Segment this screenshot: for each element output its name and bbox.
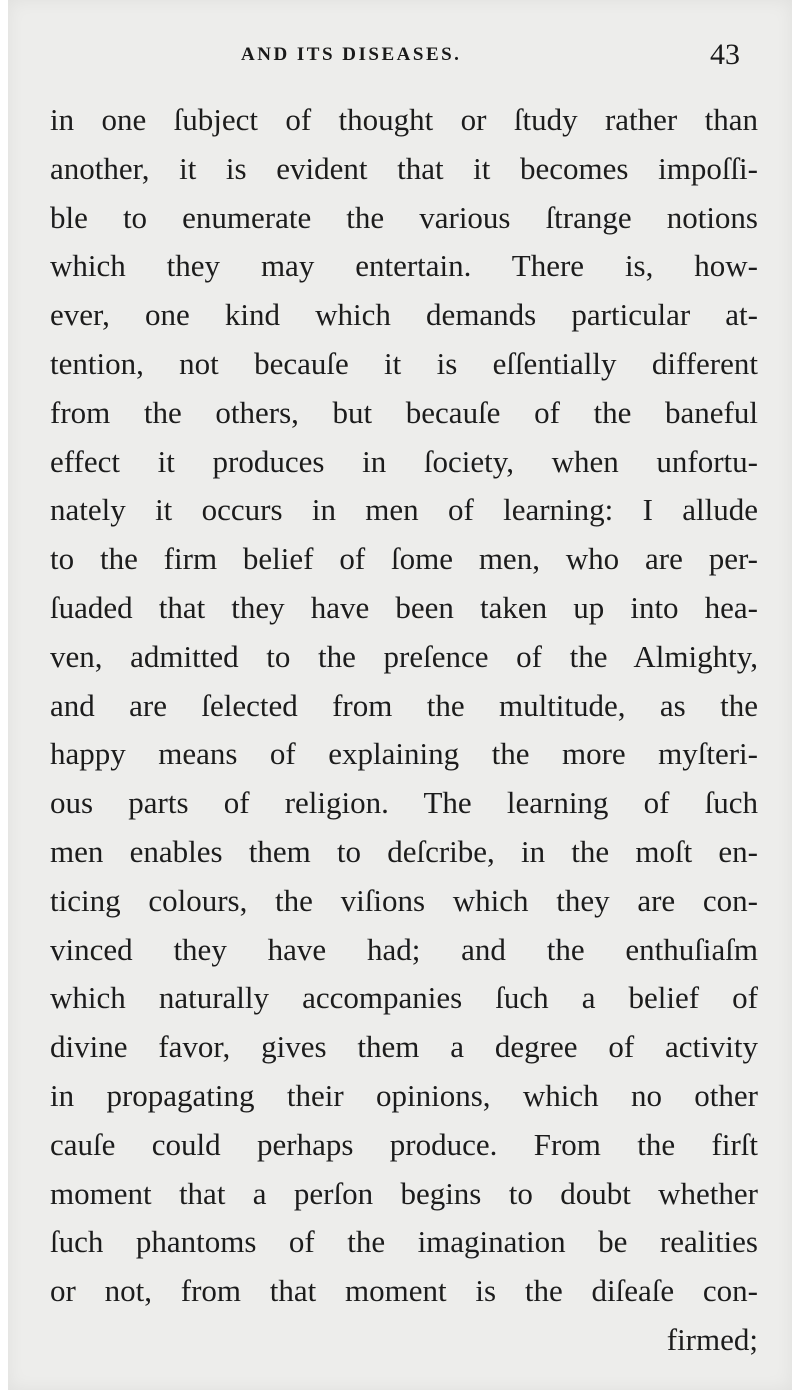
- text-line: moment that a perſon begins to doubt whether: [50, 1175, 758, 1211]
- text-line: tention, not becauſe it is eſſentially different: [50, 345, 758, 381]
- text-line: which they may entertain. There is, how-: [50, 248, 758, 284]
- text-line: effect it produces in ſociety, when unfortu-: [50, 443, 758, 479]
- text-line: and are ſelected from the multitude, as the: [50, 687, 758, 723]
- page-number: 43: [710, 38, 740, 71]
- text-line: which naturally accompanies ſuch a belief of: [50, 980, 758, 1016]
- text-line: nately it occurs in men of learning: I allude: [50, 492, 758, 528]
- catchword: firmed;: [666, 1321, 758, 1357]
- text-line: cauſe could perhaps produce. From the firſt: [50, 1126, 758, 1162]
- body-text: [50, 96, 758, 1365]
- text-line: divine favor, gives them a degree of activity: [50, 1029, 758, 1065]
- text-line: another, it is evident that it becomes impoſſi-: [50, 150, 758, 186]
- book-page: [8, 0, 792, 1390]
- text-line: vinced they have had; and the enthuſiaſm: [50, 931, 758, 967]
- text-line: ble to enumerate the various ſtrange notions: [50, 199, 758, 235]
- text-line: in one ſubject of thought or ſtudy rather than: [50, 102, 758, 137]
- text-line: ticing colours, the viſions which they are con-: [50, 882, 758, 918]
- text-line: ſuaded that they have been taken up into hea-: [50, 589, 758, 625]
- text-line: to the firm belief of ſome men, who are per-: [50, 541, 758, 577]
- text-line: in propagating their opinions, which no other: [50, 1077, 758, 1113]
- text-line: ous parts of religion. The learning of ſuch: [50, 785, 758, 821]
- text-line: ven, admitted to the preſence of the Almighty,: [50, 638, 758, 674]
- text-line: from the others, but becauſe of the baneful: [50, 394, 758, 430]
- text-line: ever, one kind which demands particular at-: [50, 297, 758, 333]
- text-line: or not, from that moment is the diſeaſe con-: [50, 1273, 758, 1309]
- text-line: men enables them to deſcribe, in the moſt en-: [50, 833, 758, 869]
- text-line: happy means of explaining the more myſteri-: [50, 736, 758, 772]
- text-line: ſuch phantoms of the imagination be realities: [50, 1224, 758, 1260]
- running-head: AND ITS DISEASES.: [241, 44, 462, 65]
